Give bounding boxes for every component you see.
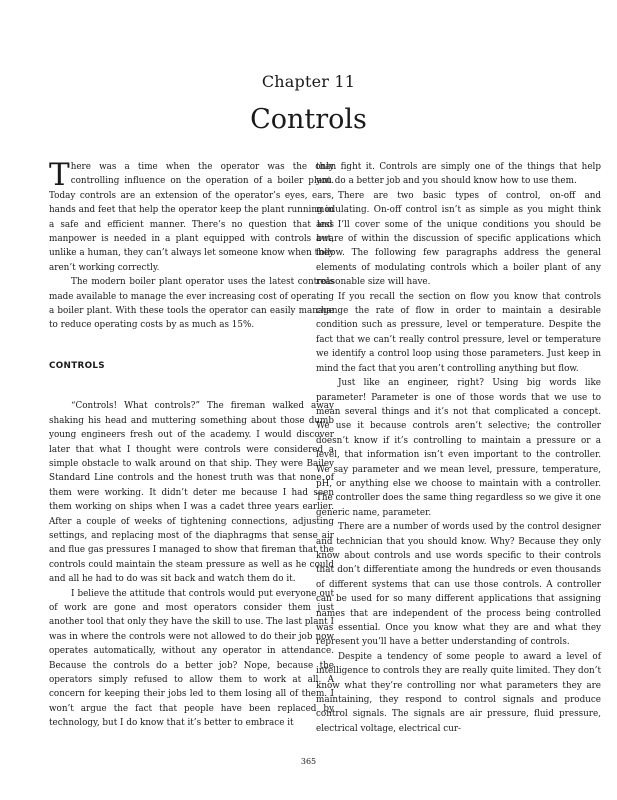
- paragraph: Despite a tendency of some people to award a level of intelligence to controls they are really quite limited. They don’t know what they’re controlling nor what parameters they are maintaining, they respond to control signals and produce control signals. The signals are air pressure, fluid pressure, electrical voltage, electrical cur-: [316, 651, 601, 734]
- paragraph: I believe the attitude that controls would put everyone out of work are gone and most operators consider them just another tool that only they have the skill to use. The last plant I was in where the controls were not allowed to do their job now operates automatically, without any operator in attendance. Because the controls do a better job? Nope, because the operators simply refused to allow them to work at all. A concern for keeping their jobs led to them losing all of them. I won’t argue the fact that people have been replaced by technology, but I do know that it’s better to embrace it: [49, 588, 334, 729]
- right-column: [316, 160, 601, 736]
- drop-cap: T: [49, 157, 70, 193]
- paragraph: There are two basic types of control, on-off and modulating. On-off control isn’t as simple as you might think and I’ll cover some of the unique conditions you should be aware of within the discussion of specific applications which follow. The following few paragraphs address the general elements of modulating controls which a boiler plant of any reasonable size will have.: [316, 190, 601, 288]
- section-heading: CONTROLS: [49, 360, 105, 371]
- paragraph: The modern boiler plant operator uses the latest controls made available to manage the ever increasing cost of operating a boiler plant. With these tools the operator can easily manage to reduce operating costs by as much as 15%.: [49, 277, 334, 331]
- chapter-label: Chapter 11: [261, 72, 356, 91]
- page-number: 365: [300, 757, 317, 766]
- paragraph: than fight it. Controls are simply one of the things that help you do a better job and you should know how to use them.: [316, 162, 601, 187]
- intro-text: here was a time when the operator was the only controlling influence on the operation of a boiler plant. Today controls are an extension of the operator’s eyes, ears, hands and feet that help the operator keep the plant running in a safe and efficient manner. There’s no question that less manpower is needed in a plant equipped with controls but, unlike a human, they can’t always let someone know when they aren’t working correctly.: [49, 162, 334, 273]
- paragraph: Just like an engineer, right? Using big words like parameter! Parameter is one of those words that we use to mean several things and it’s not that complicated a concept. We use it because controls aren’t selective; the controller doesn’t know if it’s controlling to maintain a pressure or a level, that information isn’t even important to the controller. We say parameter and we mean level, pressure, temperature, pH, or anything else we choose to maintain with a controller. The controller does the same thing regardless so we give it one generic name, parameter.: [316, 378, 601, 518]
- paragraph: There are a number of words used by the control designer and technician that you should know. Why? Because they only know about controls and use words specific to their controls that don’t differentiate among the hundreds or even thousands of different systems that can use those controls. A controller can be used for so many different applications that assigning names that are independent of the process being controlled was essential. Once you know what they are and what they represent you’ll have a better understanding of controls.: [316, 522, 601, 648]
- paragraph: “Controls! What controls?” The fireman walked away shaking his head and muttering something about those dumb young engineers fresh out of the academy. I would discover later that what I thought were controls were considered a simple obstacle to walk around on that ship. They were Bailey Standard Line controls and the honest truth was that none of them were working. It didn’t deter me because I had seen them working on ships when I was a cadet three years earlier. After a couple of weeks of tightening connections, adjusting settings, and replacing most of the diaphragms that sense air and flue gas pressures I managed to show that fireman that the controls could maintain the steam pressure as well as he could and all he had to do was sit back and watch them do it.: [49, 401, 334, 585]
- intro-paragraph: [49, 157, 334, 275]
- left-column: [49, 157, 334, 731]
- paragraph: If you recall the section on flow you know that controls change the rate of flow in order to maintain a desirable condition such as pressure, level or temperature. Despite the fact that we can’t really control pressure, level or temperature we identify a control loop using those parameters. Just keep in mind the fact that you aren’t controlling anything but flow.: [316, 291, 601, 374]
- chapter-title: Controls: [250, 104, 367, 135]
